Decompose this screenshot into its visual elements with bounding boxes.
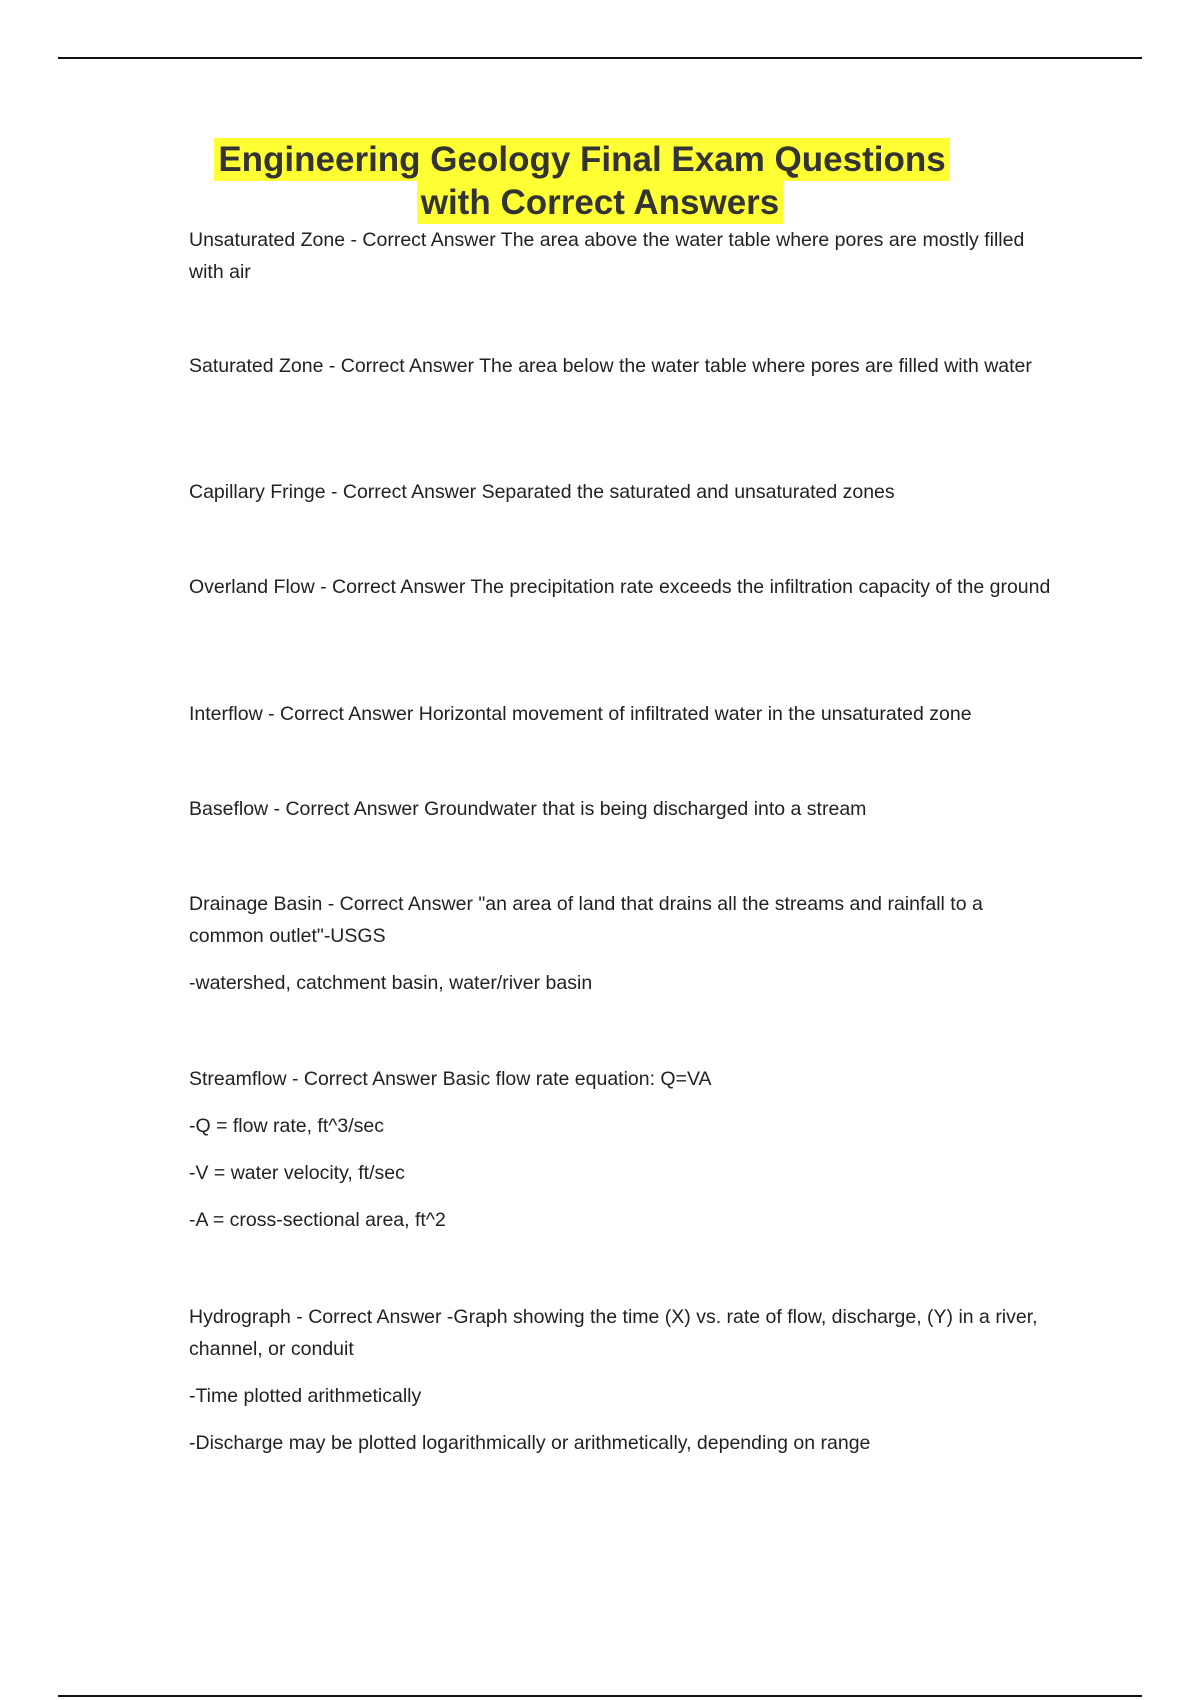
entry-text: -V = water velocity, ft/sec: [189, 1162, 405, 1184]
entry-text: -watershed, catchment basin, water/river basin: [189, 972, 593, 994]
entry-text: -Discharge may be plotted logarithmically or arithmetically, depending on range: [189, 1432, 871, 1454]
qa-entry-saturated-zone: [189, 350, 1059, 476]
entry-text: Saturated Zone - Correct Answer The area below the water table where pores are filled with water: [189, 355, 1032, 377]
entry-text: Unsaturated Zone - Correct Answer The area above the water table where pores are mostly filled with air: [189, 229, 1025, 283]
title-line-2: with Correct Answers: [417, 181, 784, 224]
title-line-1: Engineering Geology Final Exam Questions: [214, 138, 949, 181]
entry-text: Capillary Fringe - Correct Answer Separated the saturated and unsaturated zones: [189, 481, 895, 503]
entry-text: -Time plotted arithmetically: [189, 1385, 422, 1407]
top-rule: [58, 57, 1142, 59]
qa-list: [189, 224, 1059, 1459]
qa-entry-drainage-basin: [189, 888, 1059, 1063]
entry-text: Overland Flow - Correct Answer The precipitation rate exceeds the infiltration capacity of the ground: [189, 576, 1051, 598]
entry-text: -A = cross-sectional area, ft^2: [189, 1209, 446, 1231]
entry-text: Interflow - Correct Answer Horizontal movement of infiltrated water in the unsaturated zone: [189, 703, 972, 725]
qa-entry-streamflow: [189, 1063, 1059, 1301]
entry-text: Drainage Basin - Correct Answer "an area of land that drains all the streams and rainfall to a common outlet"-USGS: [189, 893, 983, 947]
qa-entry-hydrograph: [189, 1301, 1059, 1459]
qa-entry-baseflow: [189, 793, 1059, 888]
qa-entry-overland-flow: [189, 571, 1059, 698]
qa-entry-interflow: [189, 698, 1059, 793]
entry-text: -Q = flow rate, ft^3/sec: [189, 1115, 385, 1137]
qa-entry-capillary-fringe: [189, 476, 1059, 571]
entry-text: Hydrograph - Correct Answer -Graph showing the time (X) vs. rate of flow, discharge, (Y) in a river, channel, or conduit: [189, 1306, 1038, 1360]
entry-text: Baseflow - Correct Answer Groundwater that is being discharged into a stream: [189, 798, 867, 820]
qa-entry-unsaturated-zone: [189, 224, 1059, 350]
bottom-rule: [58, 1695, 1142, 1697]
entry-text: Streamflow - Correct Answer Basic flow rate equation: Q=VA: [189, 1068, 712, 1090]
document-title: [0, 138, 1200, 224]
